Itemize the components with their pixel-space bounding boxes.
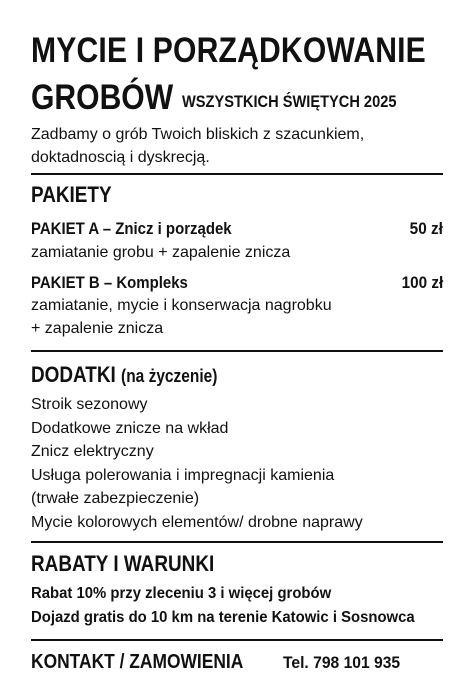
section-divider [31,541,443,543]
package-a-desc: zamiatanie grobu + zapalenie znicza [31,244,291,261]
discounts-heading: RABATY I WARUNKI [31,551,215,576]
main-title-line2-wrapper [31,78,397,117]
section-divider [31,639,443,641]
intro-text: Zadbamy o grób Twoich bliskich z szacunkiem, doktadnoscią i dyskrecją. [31,126,365,166]
list-item: Usługa polerowania i impregnacji kamienia [31,466,335,484]
addons-heading-note: (na życzenie) [121,366,218,386]
addons-heading-text: DODATKI [31,362,116,387]
main-title-line2: GROBÓW [31,78,174,117]
package-b-desc-line1: zamiatanie, mycie i konserwacja nagrobku [31,297,332,314]
event-subtitle: WSZYSTKICH ŚWIĘTYCH 2025 [182,92,397,111]
travel-line: Dojazd gratis do 10 km na terenie Katowic i Sosnowca [31,609,415,626]
package-b-price: 100 zł [401,273,443,292]
package-a-name: PAKIET A – Znicz i porządek [31,219,232,238]
contact-heading: KONTAKT / ZAMOWIENIA [31,651,244,673]
package-a-price: 50 zł [409,219,443,238]
addons-heading [31,364,217,386]
package-b-name: PAKIET B – Kompleks [31,273,188,292]
list-item: (trwałe zabezpieczenie) [31,490,200,507]
package-b-desc-line2: + zapalenie znicza [31,320,164,337]
main-title-line1: MYCIE I PORZĄDKOWANIE [31,31,426,70]
addons-list [31,393,363,534]
list-item: Stroik sezonowy [31,396,148,413]
packages-heading: PAKIETY [31,182,112,207]
section-divider [31,173,443,175]
discount-line: Rabat 10% przy zleceniu 3 i więcej grobów [31,585,332,602]
list-item: Znicz elektryczny [31,443,154,460]
list-item: Mycie kolorowych elementów/ drobne naprawy [31,513,363,531]
contact-phone: Tel. 798 101 935 [283,653,401,672]
list-item: Dodatkowe znicze na wkład [31,419,229,437]
section-divider [31,350,443,352]
